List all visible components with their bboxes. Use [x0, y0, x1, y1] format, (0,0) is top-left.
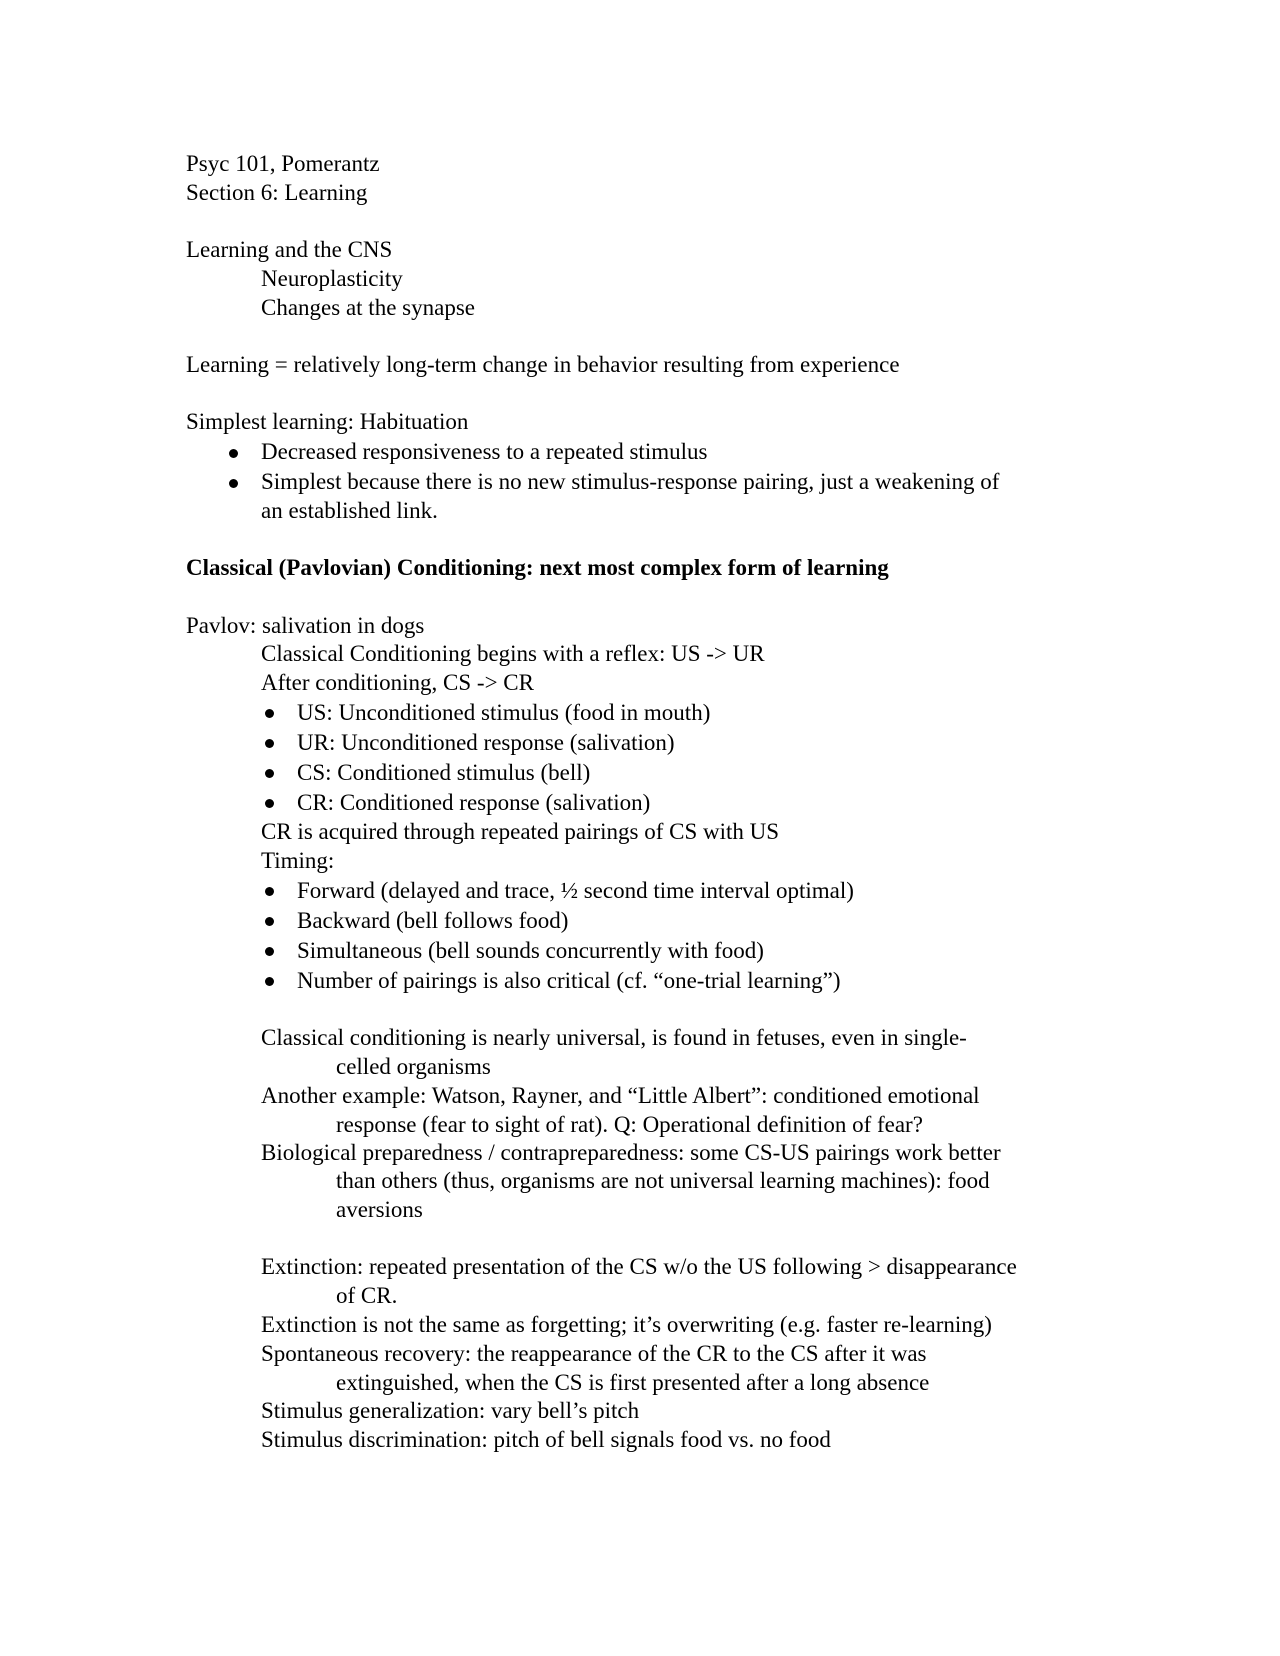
habituation-bullet: Decreased responsiveness to a repeated stimulus — [261, 439, 708, 464]
term-item: CR: Conditioned response (salivation) — [297, 790, 651, 815]
timing-label: Timing: — [261, 848, 335, 873]
pavlov-intro: After conditioning, CS -> CR — [261, 670, 534, 695]
pavlov-heading: Pavlov: salivation in dogs — [186, 613, 425, 638]
course-title: Psyc 101, Pomerantz — [186, 151, 380, 176]
timing-item: Forward (delayed and trace, ½ second time interval optimal) — [297, 878, 854, 903]
term-item: CS: Conditioned stimulus (bell) — [297, 760, 591, 785]
bullet-icon — [265, 977, 274, 986]
bullet-icon — [265, 739, 274, 748]
extinction-line-continuation: of CR. — [336, 1283, 398, 1308]
bullet-icon — [265, 887, 274, 896]
habituation-bullet-continuation: an established link. — [261, 498, 438, 523]
bullet-icon — [265, 917, 274, 926]
cns-item: Neuroplasticity — [261, 266, 403, 291]
learning-definition: Learning = relatively long-term change in behavior resulting from experience — [186, 352, 900, 377]
universality-line: Classical conditioning is nearly universal, is found in fetuses, even in single- — [261, 1025, 967, 1050]
cns-heading: Learning and the CNS — [186, 237, 393, 262]
acquisition-note: CR is acquired through repeated pairings of CS with US — [261, 819, 780, 844]
universality-line-continuation: celled organisms — [336, 1054, 491, 1079]
section-title: Section 6: Learning — [186, 180, 368, 205]
term-item: UR: Unconditioned response (salivation) — [297, 730, 675, 755]
little-albert-example: Another example: Watson, Rayner, and “Little Albert”: conditioned emotional — [261, 1083, 980, 1108]
stimulus-generalization: Stimulus generalization: vary bell’s pitch — [261, 1398, 640, 1423]
little-albert-example-continuation: response (fear to sight of rat). Q: Operational definition of fear? — [336, 1112, 923, 1137]
habituation-bullet: Simplest because there is no new stimulus-response pairing, just a weakening of — [261, 469, 1000, 494]
pavlov-intro: Classical Conditioning begins with a reflex: US -> UR — [261, 641, 765, 666]
bullet-icon — [229, 479, 238, 488]
habituation-heading: Simplest learning: Habituation — [186, 409, 469, 434]
biological-preparedness-continuation: aversions — [336, 1197, 423, 1222]
timing-item: Simultaneous (bell sounds concurrently with food) — [297, 938, 764, 963]
extinction-vs-forgetting: Extinction is not the same as forgetting; it’s overwriting (e.g. faster re-learning) — [261, 1312, 992, 1337]
spontaneous-recovery-continuation: extinguished, when the CS is first presented after a long absence — [336, 1370, 930, 1395]
cns-item: Changes at the synapse — [261, 295, 475, 320]
bullet-icon — [265, 799, 274, 808]
classical-conditioning-heading: Classical (Pavlovian) Conditioning: next most complex form of learning — [186, 555, 889, 580]
spontaneous-recovery: Spontaneous recovery: the reappearance of the CR to the CS after it was — [261, 1341, 927, 1366]
term-item: US: Unconditioned stimulus (food in mouth) — [297, 700, 711, 725]
bullet-icon — [265, 709, 274, 718]
bullet-icon — [265, 947, 274, 956]
bullet-icon — [229, 449, 238, 458]
biological-preparedness-continuation: than others (thus, organisms are not universal learning machines): food — [336, 1168, 990, 1193]
timing-item: Backward (bell follows food) — [297, 908, 569, 933]
timing-item: Number of pairings is also critical (cf. “one-trial learning”) — [297, 968, 841, 993]
extinction-line: Extinction: repeated presentation of the CS w/o the US following > disappearance — [261, 1254, 1017, 1279]
stimulus-discrimination: Stimulus discrimination: pitch of bell signals food vs. no food — [261, 1427, 831, 1452]
bullet-icon — [265, 769, 274, 778]
biological-preparedness: Biological preparedness / contrapreparedness: some CS-US pairings work better — [261, 1140, 1001, 1165]
